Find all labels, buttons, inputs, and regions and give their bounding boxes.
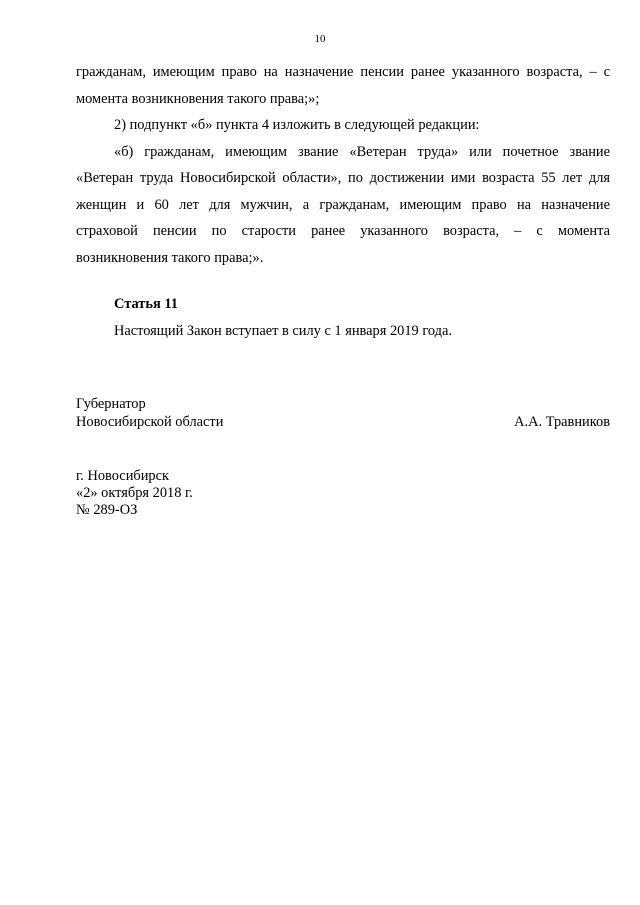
document-date: «2» октября 2018 г. bbox=[76, 485, 193, 501]
text-line: страховой пенсии по старости ранее указанного возраста, – с момента bbox=[76, 223, 610, 239]
article-title: Статья 11 bbox=[114, 296, 178, 312]
signature-row bbox=[76, 414, 610, 432]
paragraph-continuation bbox=[76, 59, 610, 112]
signer-region: Новосибирской области bbox=[76, 413, 224, 430]
city: г. Новосибирск bbox=[76, 468, 169, 484]
text-line: 2) подпункт «б» пункта 4 изложить в следующей редакции: bbox=[114, 117, 480, 133]
paragraph-subpoint-b bbox=[76, 112, 610, 139]
signer-name: А.А. Травников bbox=[514, 413, 610, 430]
text-line: гражданам, имеющим право на назначение пенсии ранее указанного возраста, – с bbox=[76, 64, 610, 80]
text-line: «Ветеран труда Новосибирской области», по достижении ими возраста 55 лет для bbox=[76, 170, 610, 186]
text-line: момента возникновения такого права;»; bbox=[76, 90, 320, 107]
document-number: № 289-ОЗ bbox=[76, 502, 138, 518]
page-number: 10 bbox=[314, 33, 326, 45]
article-section bbox=[114, 291, 452, 344]
text-line: возникновения такого права;». bbox=[76, 249, 264, 266]
article-text: Настоящий Закон вступает в силу с 1 января 2019 года. bbox=[114, 322, 452, 339]
document-body bbox=[76, 59, 610, 271]
signer-position: Губернатор bbox=[76, 396, 146, 412]
signature-block bbox=[76, 396, 610, 431]
text-line: «б) гражданам, имеющим звание «Ветеран труда» или почетное звание bbox=[114, 143, 610, 160]
text-line: женщин и 60 лет для мужчин, а гражданам, имеющим право на назначение bbox=[76, 196, 610, 213]
paragraph-new-wording bbox=[76, 139, 610, 272]
place-date-block bbox=[76, 468, 193, 519]
